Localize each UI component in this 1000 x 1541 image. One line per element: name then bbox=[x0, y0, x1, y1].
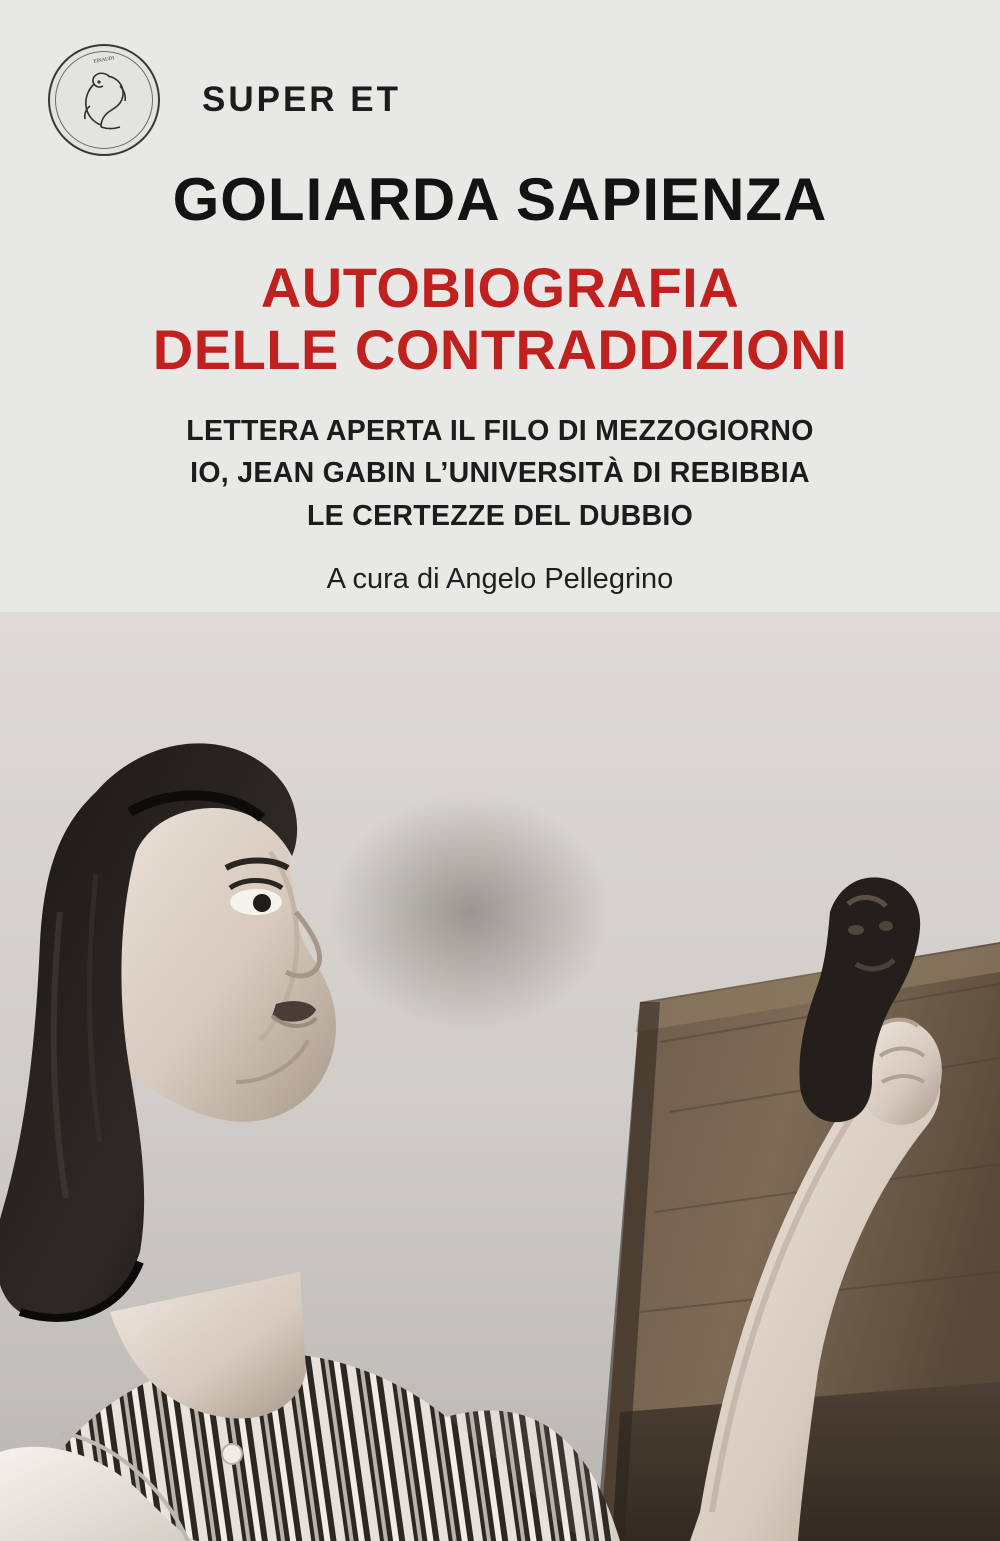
cover-photograph bbox=[0, 612, 1000, 1541]
book-title bbox=[40, 257, 960, 380]
contents-line-2: IO, JEAN GABIN L’UNIVERSITÀ DI REBIBBIA bbox=[190, 457, 810, 490]
title-line-1: AUTOBIOGRAFIA bbox=[260, 256, 740, 319]
author-name: GOLIARDA SAPIENZA bbox=[172, 166, 828, 233]
svg-text:EINAUDI: EINAUDI bbox=[93, 56, 115, 65]
title-line-2: DELLE CONTRADDIZIONI bbox=[152, 317, 848, 381]
cover-text-block bbox=[0, 168, 1000, 596]
einaudi-ostrich-logo-icon bbox=[48, 44, 160, 156]
imprint-block bbox=[48, 44, 401, 156]
contents-line-3: LE CERTEZZE DEL DUBBIO bbox=[306, 499, 694, 532]
imprint-label: SUPER ET bbox=[202, 80, 402, 119]
contents-list bbox=[40, 410, 960, 537]
editor-credit: A cura di Angelo Pellegrino bbox=[326, 562, 674, 595]
contents-line-1: LETTERA APERTA IL FILO DI MEZZOGIORNO bbox=[186, 415, 814, 448]
